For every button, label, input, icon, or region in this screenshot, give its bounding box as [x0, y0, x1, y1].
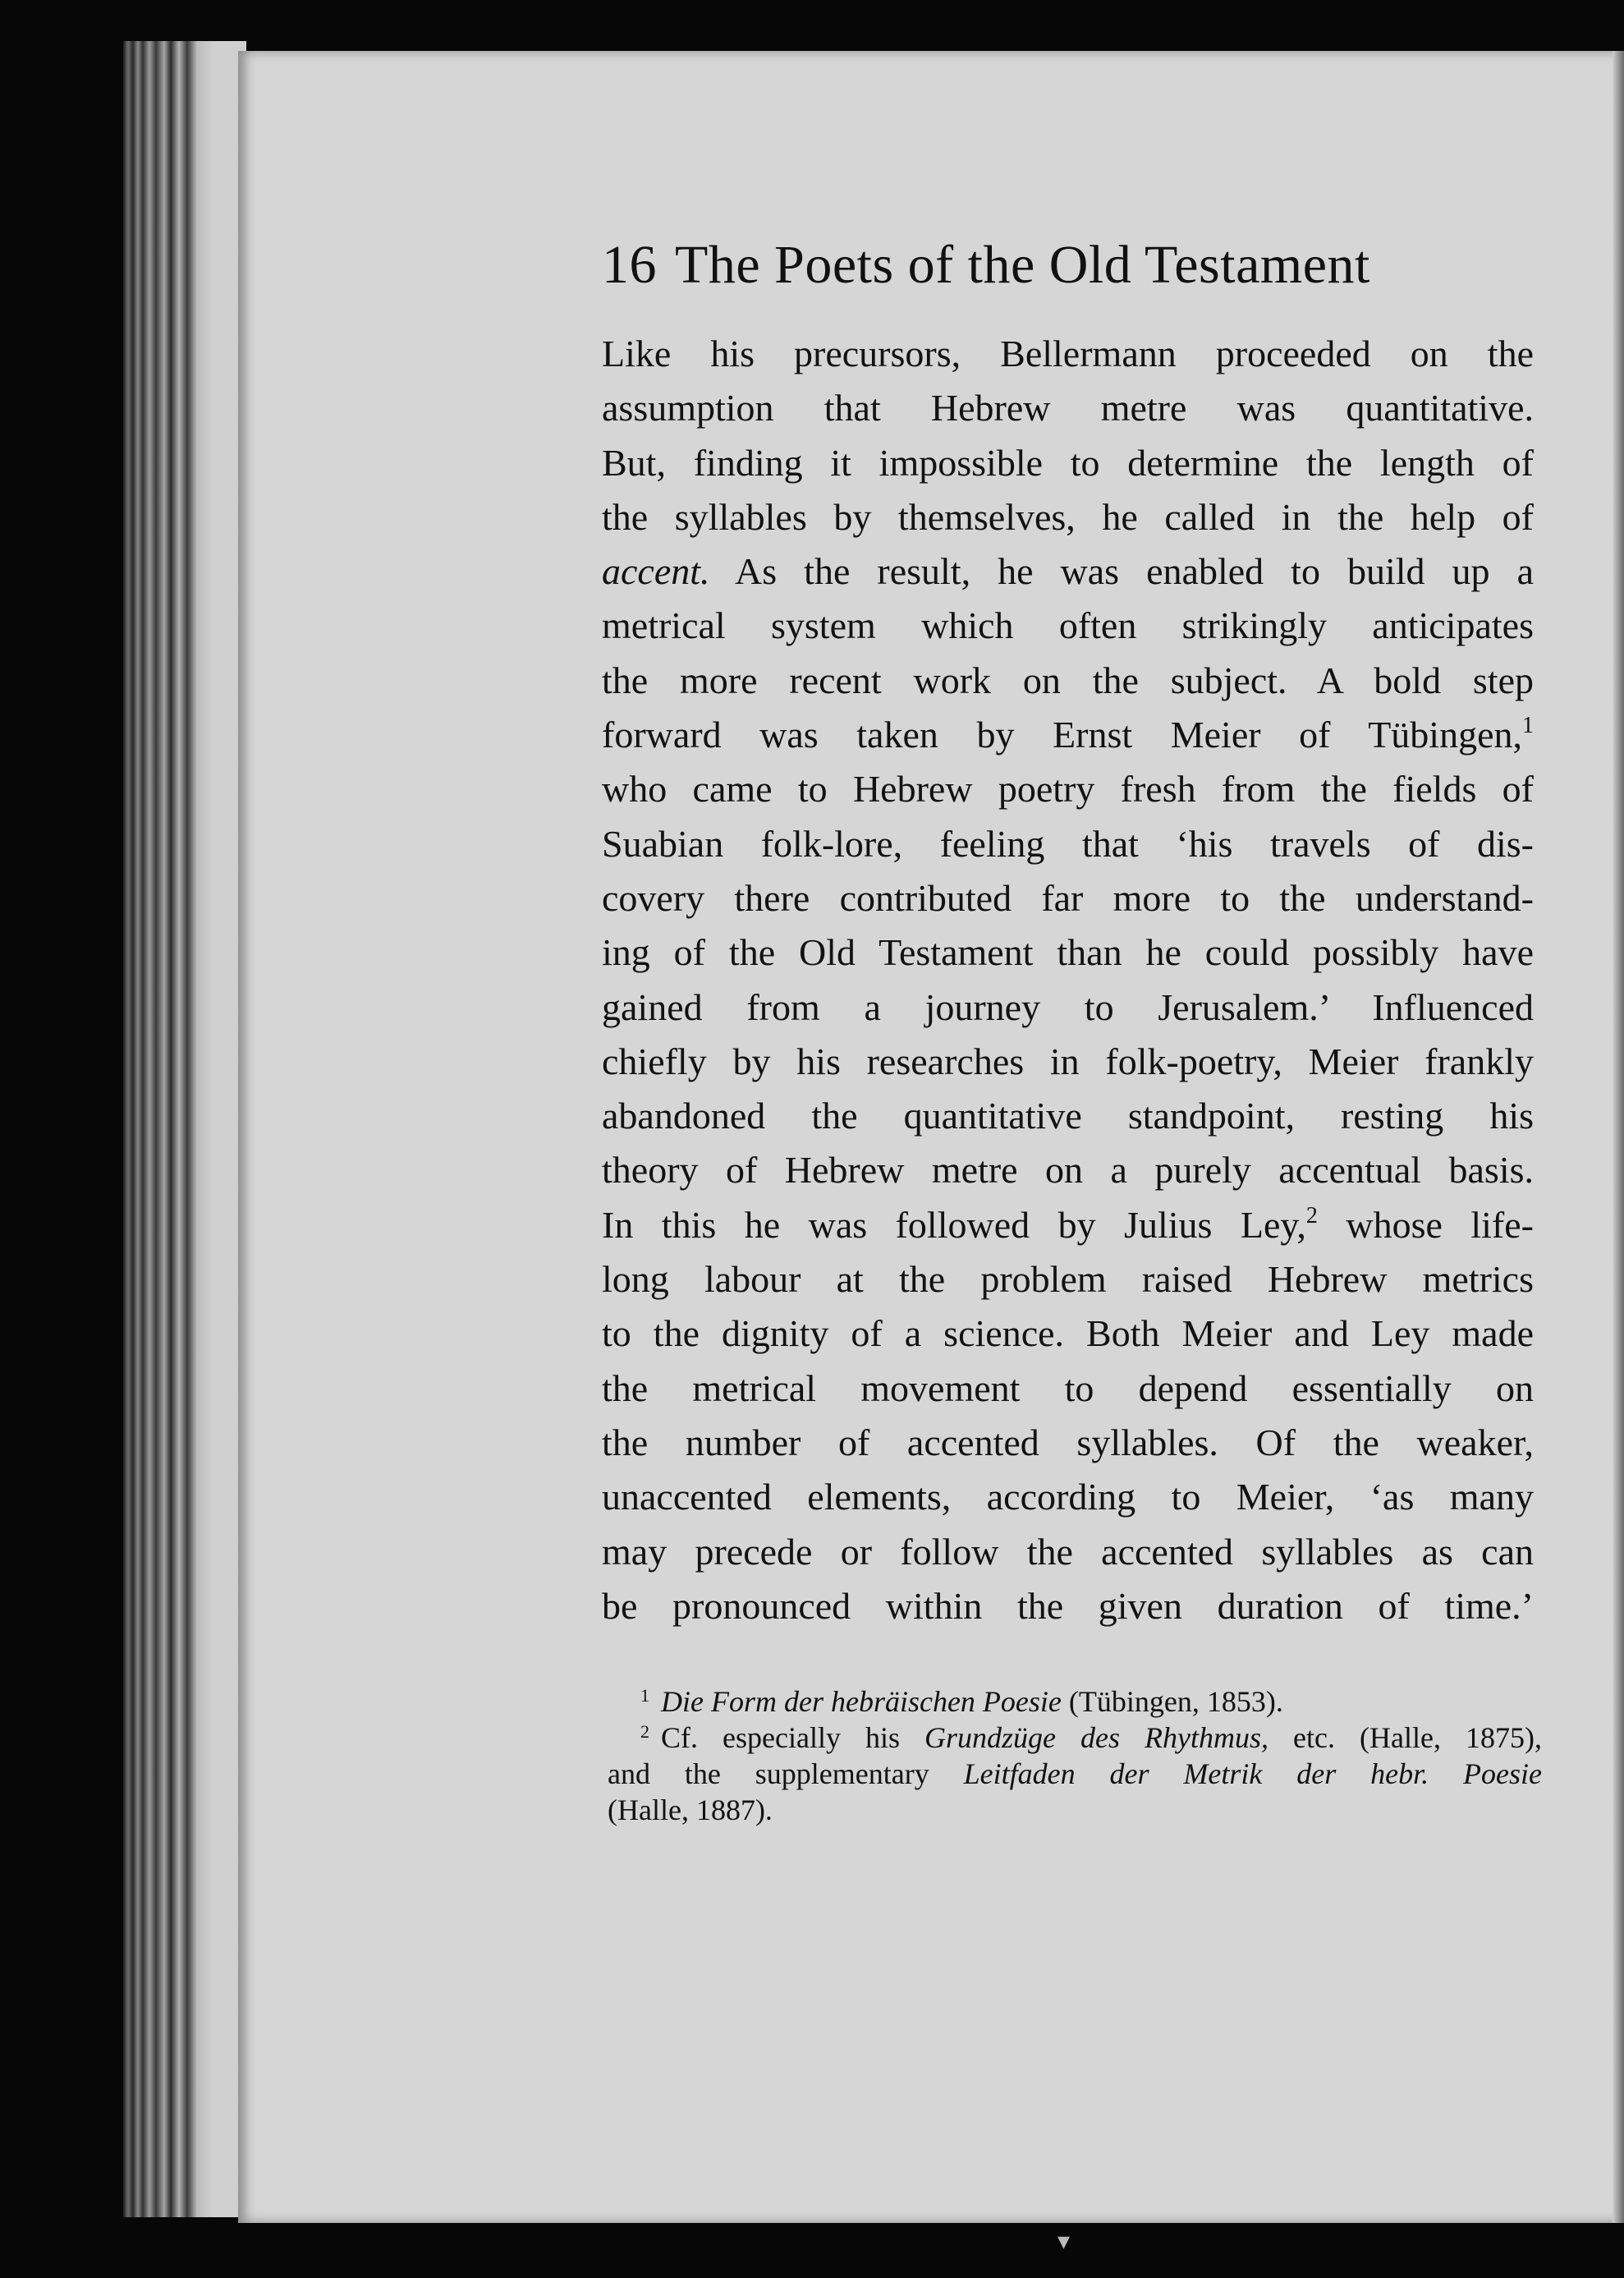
page-right-edge	[1613, 51, 1624, 2223]
footnote-title: Grundzüge des Rhythmus,	[924, 1721, 1269, 1754]
text-line: covery there contributed far more to the understand-	[602, 876, 1534, 919]
text-line: assumption that Hebrew metre was quantitative.	[602, 387, 1534, 429]
text-line: metrical system which often strikingly anticipates	[602, 604, 1534, 647]
running-head	[602, 228, 1554, 302]
text-line: may precede or follow the accented syllables as can	[602, 1530, 1534, 1573]
text-line: theory of Hebrew metre on a purely accentual basis.	[602, 1149, 1534, 1192]
text-line: the syllables by themselves, he called in the help of	[602, 495, 1534, 538]
text-line: ing of the Old Testament than he could possibly have	[602, 931, 1534, 974]
footnote-title: Die Form der hebräischen Poesie	[661, 1685, 1062, 1718]
footnote-1: $^1$ Die Form der hebräischen Poesie (Tübingen, 1853).	[640, 1685, 1283, 1718]
text-line: gained from a journey to Jerusalem.’ Influenced	[602, 985, 1534, 1028]
text-line: be pronounced within the given duration of time.’	[602, 1584, 1534, 1627]
text-line: to the dignity of a science. Both Meier and Ley made	[602, 1312, 1534, 1355]
footnote-mark: 2	[640, 1721, 649, 1742]
book-page-stack	[123, 41, 246, 2217]
footnote-mark: 1	[640, 1685, 649, 1706]
footnote-2-line-3: (Halle, 1887).	[608, 1793, 773, 1826]
text-line: forward was taken by Ernst Meier of Tübingen,$^1$	[602, 713, 1534, 756]
text-line: unaccented elements, according to Meier, ‘as many	[602, 1476, 1534, 1518]
text-line: But, finding it impossible to determine the length of	[602, 441, 1534, 484]
text-line: chiefly by his researches in folk-poetry, Meier frankly	[602, 1040, 1534, 1082]
italic-term: accent.	[602, 550, 710, 593]
text-line: In this he was followed by Julius Ley,$^2$ whose life-	[602, 1202, 1534, 1246]
footnote-reference: 2	[1305, 1202, 1318, 1229]
footnote-title: Leitfaden der Metrik der hebr. Poesie	[963, 1757, 1542, 1790]
text-line: the number of accented syllables. Of the weaker,	[602, 1421, 1534, 1463]
scan-artifact-icon: ▾	[1057, 2227, 1071, 2256]
text-line: who came to Hebrew poetry fresh from the fields of	[602, 768, 1534, 811]
text-line: the more recent work on the subject. A bold step	[602, 659, 1534, 701]
footnote-reference: 1	[1522, 713, 1534, 739]
footnote-2: $^2$ Cf. especially his Grundzüge des Rhythmus, etc. (Halle, 1875),	[640, 1721, 1542, 1754]
text-line: the metrical movement to depend essentially on	[602, 1366, 1534, 1409]
running-head-title: The Poets of the Old Testament	[675, 235, 1370, 295]
footnotes	[608, 1683, 1542, 1828]
body-text	[602, 327, 1534, 1633]
text-line: Like his precursors, Bellermann proceeded on the	[602, 333, 1534, 374]
footnote-2-line-2: and the supplementary Leitfaden der Metrik der hebr. Poesie	[608, 1757, 1542, 1790]
page-number: 16	[602, 235, 657, 295]
text-line: abandoned the quantitative standpoint, resting his	[602, 1095, 1534, 1137]
text-line: Suabian folk-lore, feeling that ‘his travels of dis-	[602, 822, 1534, 865]
text-line: long labour at the problem raised Hebrew metrics	[602, 1258, 1534, 1301]
text-line: accent. As the result, he was enabled to build up a	[602, 550, 1534, 593]
